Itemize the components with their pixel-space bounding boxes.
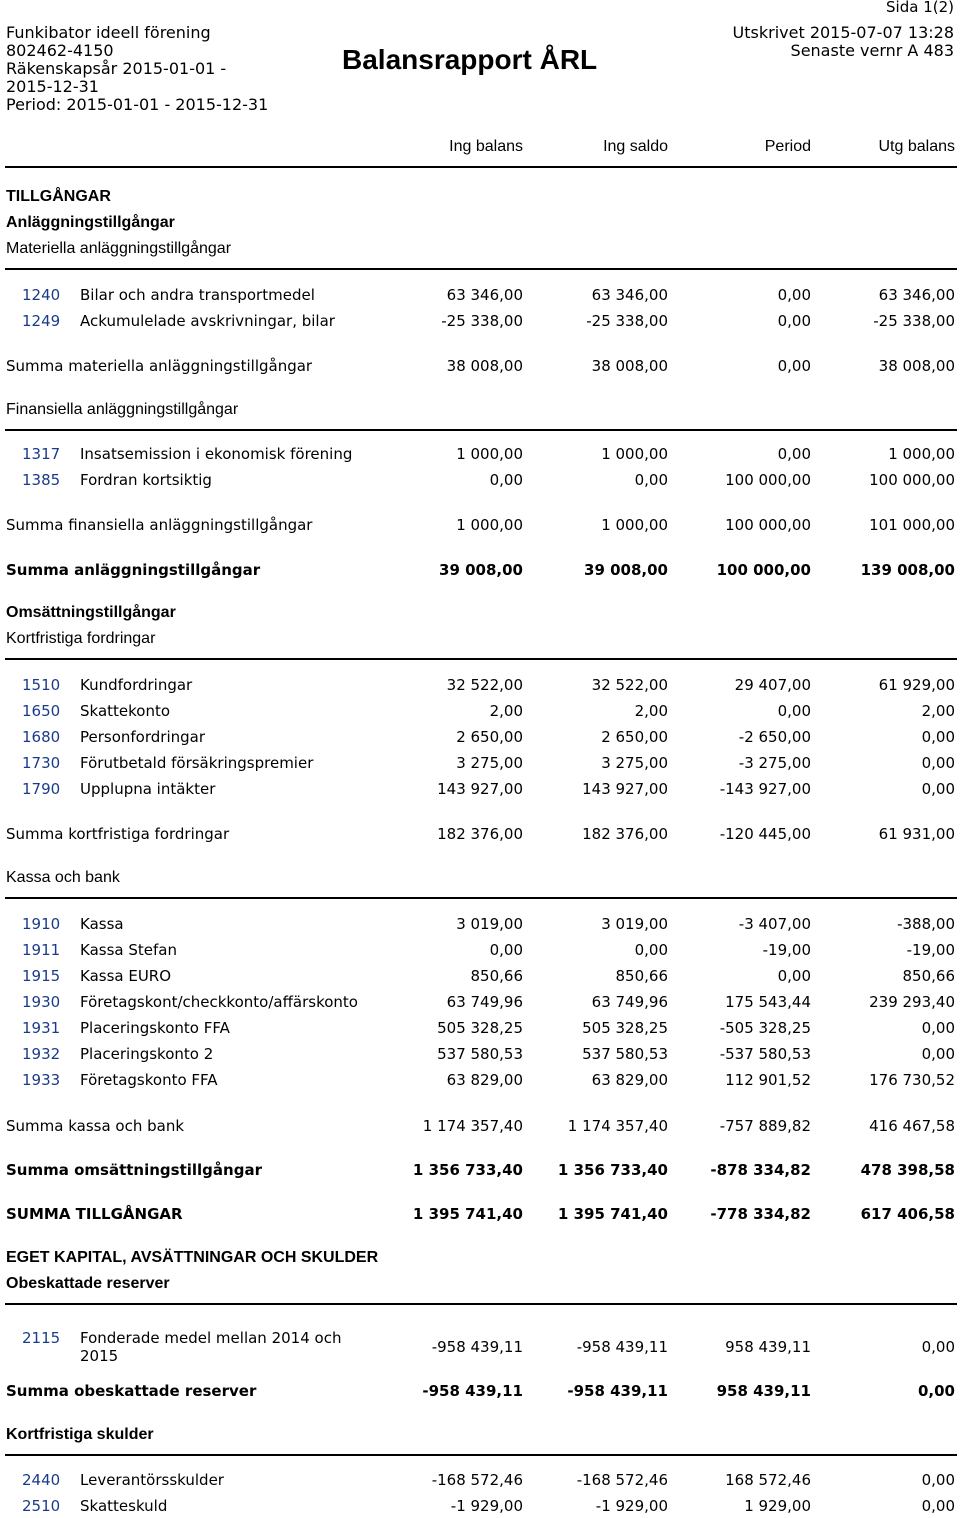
ing-balans-value: 0,00 bbox=[489, 471, 523, 489]
utg-balans-value: 850,66 bbox=[902, 967, 955, 985]
utg-balans-value: 100 000,00 bbox=[869, 471, 955, 489]
period-value: -143 927,00 bbox=[719, 780, 811, 798]
ing-saldo-value: 505 328,25 bbox=[582, 1019, 668, 1037]
ing-saldo-value: 182 376,00 bbox=[582, 825, 668, 843]
sum-label: Summa anläggningstillgångar bbox=[6, 561, 261, 579]
period-value: 0,00 bbox=[777, 702, 811, 720]
org-name: Funkibator ideell förening bbox=[6, 23, 211, 42]
period-value: -757 889,82 bbox=[719, 1117, 811, 1135]
report-title: Balansrapport ÅRL bbox=[342, 44, 598, 75]
account-name: Kassa Stefan bbox=[80, 941, 177, 959]
ing-balans-value: 63 749,96 bbox=[446, 993, 523, 1011]
utg-balans-value: 239 293,40 bbox=[869, 993, 955, 1011]
account-number: 1790 bbox=[22, 780, 61, 798]
account-number: 1932 bbox=[22, 1045, 61, 1063]
period-value: 112 901,52 bbox=[725, 1071, 811, 1089]
sum-label: Summa omsättningstillgångar bbox=[6, 1161, 262, 1179]
col-ing-balans: Ing balans bbox=[449, 138, 523, 155]
account-number: 1240 bbox=[22, 286, 61, 304]
utg-balans-value: 478 398,58 bbox=[860, 1161, 955, 1179]
section-rule bbox=[5, 429, 957, 431]
ing-saldo-value: 143 927,00 bbox=[582, 780, 668, 798]
account-number: 1933 bbox=[22, 1071, 61, 1089]
utg-balans-value: -388,00 bbox=[897, 915, 955, 933]
utg-balans-value: 0,00 bbox=[921, 1497, 955, 1515]
ing-saldo-value: 1 174 357,40 bbox=[567, 1117, 668, 1135]
utg-balans-value: -19,00 bbox=[906, 941, 955, 959]
account-number: 1249 bbox=[22, 312, 61, 330]
period-value: 0,00 bbox=[777, 445, 811, 463]
period-value: -778 334,82 bbox=[710, 1205, 811, 1223]
ing-saldo-value: 1 000,00 bbox=[601, 516, 668, 534]
utg-balans-value: 1 000,00 bbox=[888, 445, 955, 463]
utg-balans-value: 139 008,00 bbox=[860, 561, 955, 579]
period-value: -120 445,00 bbox=[719, 825, 811, 843]
period-value: 168 572,46 bbox=[725, 1471, 811, 1489]
account-number: 1730 bbox=[22, 754, 61, 772]
last-voucher: Senaste vernr A 483 bbox=[790, 41, 954, 60]
section-rule bbox=[5, 268, 957, 270]
printed-date: Utskrivet 2015-07-07 13:28 bbox=[732, 23, 954, 42]
utg-balans-value: 0,00 bbox=[921, 1471, 955, 1489]
utg-balans-value: 2,00 bbox=[921, 702, 955, 720]
period-value: 0,00 bbox=[777, 967, 811, 985]
period-value: -19,00 bbox=[762, 941, 811, 959]
ing-saldo-value: 63 749,96 bbox=[591, 993, 668, 1011]
period-value: -505 328,25 bbox=[719, 1019, 811, 1037]
sum-label: Summa materiella anläggningstillgångar bbox=[6, 357, 313, 375]
ing-saldo-value: 2 650,00 bbox=[601, 728, 668, 746]
account-number: 1385 bbox=[22, 471, 61, 489]
ing-balans-value: 143 927,00 bbox=[437, 780, 523, 798]
section-heading: Kassa och bank bbox=[6, 869, 120, 886]
sum-label: SUMMA TILLGÅNGAR bbox=[6, 1205, 183, 1223]
ing-balans-value: 182 376,00 bbox=[437, 825, 523, 843]
ing-saldo-value: 2,00 bbox=[634, 702, 668, 720]
sum-label: Summa finansiella anläggningstillgångar bbox=[6, 516, 313, 534]
account-name: Kassa EURO bbox=[80, 967, 172, 985]
account-number: 2440 bbox=[22, 1471, 61, 1489]
utg-balans-value: 61 931,00 bbox=[878, 825, 955, 843]
period-value: 175 543,44 bbox=[725, 993, 811, 1011]
account-number: 1930 bbox=[22, 993, 61, 1011]
ing-balans-value: 505 328,25 bbox=[437, 1019, 523, 1037]
ing-balans-value: 38 008,00 bbox=[446, 357, 523, 375]
ing-saldo-value: -168 572,46 bbox=[576, 1471, 668, 1489]
utg-balans-value: 61 929,00 bbox=[878, 676, 955, 694]
utg-balans-value: 416 467,58 bbox=[869, 1117, 955, 1135]
account-name: Företagskonto FFA bbox=[80, 1071, 218, 1089]
ing-balans-value: 63 829,00 bbox=[446, 1071, 523, 1089]
account-name: Leverantörsskulder bbox=[80, 1471, 224, 1489]
utg-balans-value: -25 338,00 bbox=[873, 312, 955, 330]
period-value: 100 000,00 bbox=[716, 561, 811, 579]
org-number: 802462-4150 bbox=[6, 41, 114, 60]
utg-balans-value: 63 346,00 bbox=[878, 286, 955, 304]
page-number: Sida 1(2) bbox=[886, 0, 954, 16]
ing-balans-value: 850,66 bbox=[470, 967, 523, 985]
account-name: Bilar och andra transportmedel bbox=[80, 286, 315, 304]
account-name: Förutbetald försäkringspremier bbox=[80, 754, 314, 772]
ing-saldo-value: -958 439,11 bbox=[567, 1382, 668, 1400]
period-value: -3 275,00 bbox=[738, 754, 811, 772]
account-name: Fonderade medel mellan 2014 och 2015 bbox=[80, 1329, 342, 1365]
period-value: 958 439,11 bbox=[725, 1338, 811, 1356]
utg-balans-value: 0,00 bbox=[921, 1019, 955, 1037]
account-name: Företagskont/checkkonto/affärskonto bbox=[80, 993, 358, 1011]
ing-balans-value: -958 439,11 bbox=[431, 1338, 523, 1356]
ing-saldo-value: 850,66 bbox=[615, 967, 668, 985]
ing-balans-value: -958 439,11 bbox=[422, 1382, 523, 1400]
account-number: 1510 bbox=[22, 676, 61, 694]
ing-saldo-value: 63 829,00 bbox=[591, 1071, 668, 1089]
account-number: 1911 bbox=[22, 941, 61, 959]
period-value: 0,00 bbox=[777, 357, 811, 375]
ing-balans-value: 1 174 357,40 bbox=[422, 1117, 523, 1135]
ing-saldo-value: 38 008,00 bbox=[591, 357, 668, 375]
account-name: Kassa bbox=[80, 915, 124, 933]
sum-label: Summa kassa och bank bbox=[6, 1117, 185, 1135]
ing-saldo-value: 537 580,53 bbox=[582, 1045, 668, 1063]
utg-balans-value: 0,00 bbox=[917, 1382, 955, 1400]
ing-saldo-value: 3 275,00 bbox=[601, 754, 668, 772]
period-value: 100 000,00 bbox=[725, 471, 811, 489]
col-utg-balans: Utg balans bbox=[878, 138, 955, 155]
account-name: Insatsemission i ekonomisk förening bbox=[80, 445, 353, 463]
period-value: -878 334,82 bbox=[710, 1161, 811, 1179]
ing-balans-value: 39 008,00 bbox=[439, 561, 523, 579]
account-name: Fordran kortsiktig bbox=[80, 471, 212, 489]
ing-saldo-value: 3 019,00 bbox=[601, 915, 668, 933]
fiscal-year-start: Räkenskapsår 2015-01-01 - bbox=[6, 59, 227, 78]
ing-saldo-value: 32 522,00 bbox=[591, 676, 668, 694]
period-value: 1 929,00 bbox=[744, 1497, 811, 1515]
account-name: Kundfordringar bbox=[80, 676, 193, 694]
ing-saldo-value: 0,00 bbox=[634, 471, 668, 489]
utg-balans-value: 38 008,00 bbox=[878, 357, 955, 375]
period-value: -3 407,00 bbox=[738, 915, 811, 933]
period-value: 0,00 bbox=[777, 286, 811, 304]
period-value: 0,00 bbox=[777, 312, 811, 330]
ing-balans-value: 0,00 bbox=[489, 941, 523, 959]
ing-balans-value: 537 580,53 bbox=[437, 1045, 523, 1063]
utg-balans-value: 0,00 bbox=[921, 1045, 955, 1063]
section-rule bbox=[5, 658, 957, 660]
ing-saldo-value: -25 338,00 bbox=[586, 312, 668, 330]
period-value: -537 580,53 bbox=[719, 1045, 811, 1063]
account-name: Placeringskonto FFA bbox=[80, 1019, 230, 1037]
utg-balans-value: 617 406,58 bbox=[860, 1205, 955, 1223]
section-heading: Omsättningstillgångar bbox=[6, 604, 176, 621]
sum-label: Summa kortfristiga fordringar bbox=[6, 825, 230, 843]
col-ing-saldo: Ing saldo bbox=[603, 138, 668, 155]
utg-balans-value: 0,00 bbox=[921, 1338, 955, 1356]
ing-balans-value: 1 395 741,40 bbox=[412, 1205, 523, 1223]
section-rule bbox=[5, 897, 957, 899]
fiscal-year-end: 2015-12-31 bbox=[6, 77, 99, 96]
section-heading: Materiella anläggningstillgångar bbox=[6, 240, 232, 257]
account-number: 1317 bbox=[22, 445, 61, 463]
sum-label: Summa obeskattade reserver bbox=[6, 1382, 257, 1400]
section-heading: Finansiella anläggningstillgångar bbox=[6, 401, 239, 418]
ing-balans-value: 1 000,00 bbox=[456, 516, 523, 534]
account-number: 1915 bbox=[22, 967, 61, 985]
section-heading: Kortfristiga fordringar bbox=[6, 630, 156, 647]
account-number: 1931 bbox=[22, 1019, 61, 1037]
ing-saldo-value: 1 356 733,40 bbox=[557, 1161, 668, 1179]
ing-balans-value: -25 338,00 bbox=[441, 312, 523, 330]
utg-balans-value: 0,00 bbox=[921, 754, 955, 772]
utg-balans-value: 0,00 bbox=[921, 780, 955, 798]
ing-balans-value: 2,00 bbox=[489, 702, 523, 720]
ing-saldo-value: 1 395 741,40 bbox=[557, 1205, 668, 1223]
ing-balans-value: 32 522,00 bbox=[446, 676, 523, 694]
account-number: 1680 bbox=[22, 728, 61, 746]
utg-balans-value: 101 000,00 bbox=[869, 516, 955, 534]
period-value: 100 000,00 bbox=[725, 516, 811, 534]
ing-saldo-value: 0,00 bbox=[634, 941, 668, 959]
col-period: Period bbox=[764, 138, 811, 155]
period-value: 29 407,00 bbox=[734, 676, 811, 694]
account-name: Personfordringar bbox=[80, 728, 206, 746]
ing-balans-value: 1 000,00 bbox=[456, 445, 523, 463]
ing-balans-value: 2 650,00 bbox=[456, 728, 523, 746]
ing-saldo-value: 39 008,00 bbox=[584, 561, 668, 579]
account-number: 1650 bbox=[22, 702, 61, 720]
report-period: Period: 2015-01-01 - 2015-12-31 bbox=[6, 95, 269, 114]
section-rule bbox=[5, 1454, 957, 1456]
ing-balans-value: 3 019,00 bbox=[456, 915, 523, 933]
section-heading: Anläggningstillgångar bbox=[6, 214, 175, 231]
header-rule bbox=[5, 166, 957, 168]
section-rule bbox=[5, 1303, 957, 1305]
utg-balans-value: 0,00 bbox=[921, 728, 955, 746]
ing-balans-value: 1 356 733,40 bbox=[412, 1161, 523, 1179]
account-name: Skatteskuld bbox=[80, 1497, 168, 1515]
ing-balans-value: 63 346,00 bbox=[446, 286, 523, 304]
account-name: Placeringskonto 2 bbox=[80, 1045, 214, 1063]
period-value: -2 650,00 bbox=[738, 728, 811, 746]
ing-saldo-value: 1 000,00 bbox=[601, 445, 668, 463]
ing-saldo-value: 63 346,00 bbox=[591, 286, 668, 304]
ing-balans-value: 3 275,00 bbox=[456, 754, 523, 772]
account-number: 1910 bbox=[22, 915, 61, 933]
account-number: 2115 bbox=[22, 1329, 61, 1347]
utg-balans-value: 176 730,52 bbox=[869, 1071, 955, 1089]
account-name: Ackumulelade avskrivningar, bilar bbox=[80, 312, 335, 330]
account-name: Upplupna intäkter bbox=[80, 780, 216, 798]
period-value: 958 439,11 bbox=[716, 1382, 811, 1400]
ing-saldo-value: -1 929,00 bbox=[595, 1497, 668, 1515]
ing-balans-value: -168 572,46 bbox=[431, 1471, 523, 1489]
section-heading: Obeskattade reserver bbox=[6, 1275, 170, 1292]
ing-saldo-value: -958 439,11 bbox=[576, 1338, 668, 1356]
section-heading: Kortfristiga skulder bbox=[6, 1426, 154, 1443]
account-number: 2510 bbox=[22, 1497, 61, 1515]
ing-balans-value: -1 929,00 bbox=[450, 1497, 523, 1515]
account-name: Skattekonto bbox=[80, 702, 171, 720]
section-heading: TILLGÅNGAR bbox=[6, 188, 111, 205]
section-heading: EGET KAPITAL, AVSÄTTNINGAR OCH SKULDER bbox=[6, 1249, 379, 1266]
